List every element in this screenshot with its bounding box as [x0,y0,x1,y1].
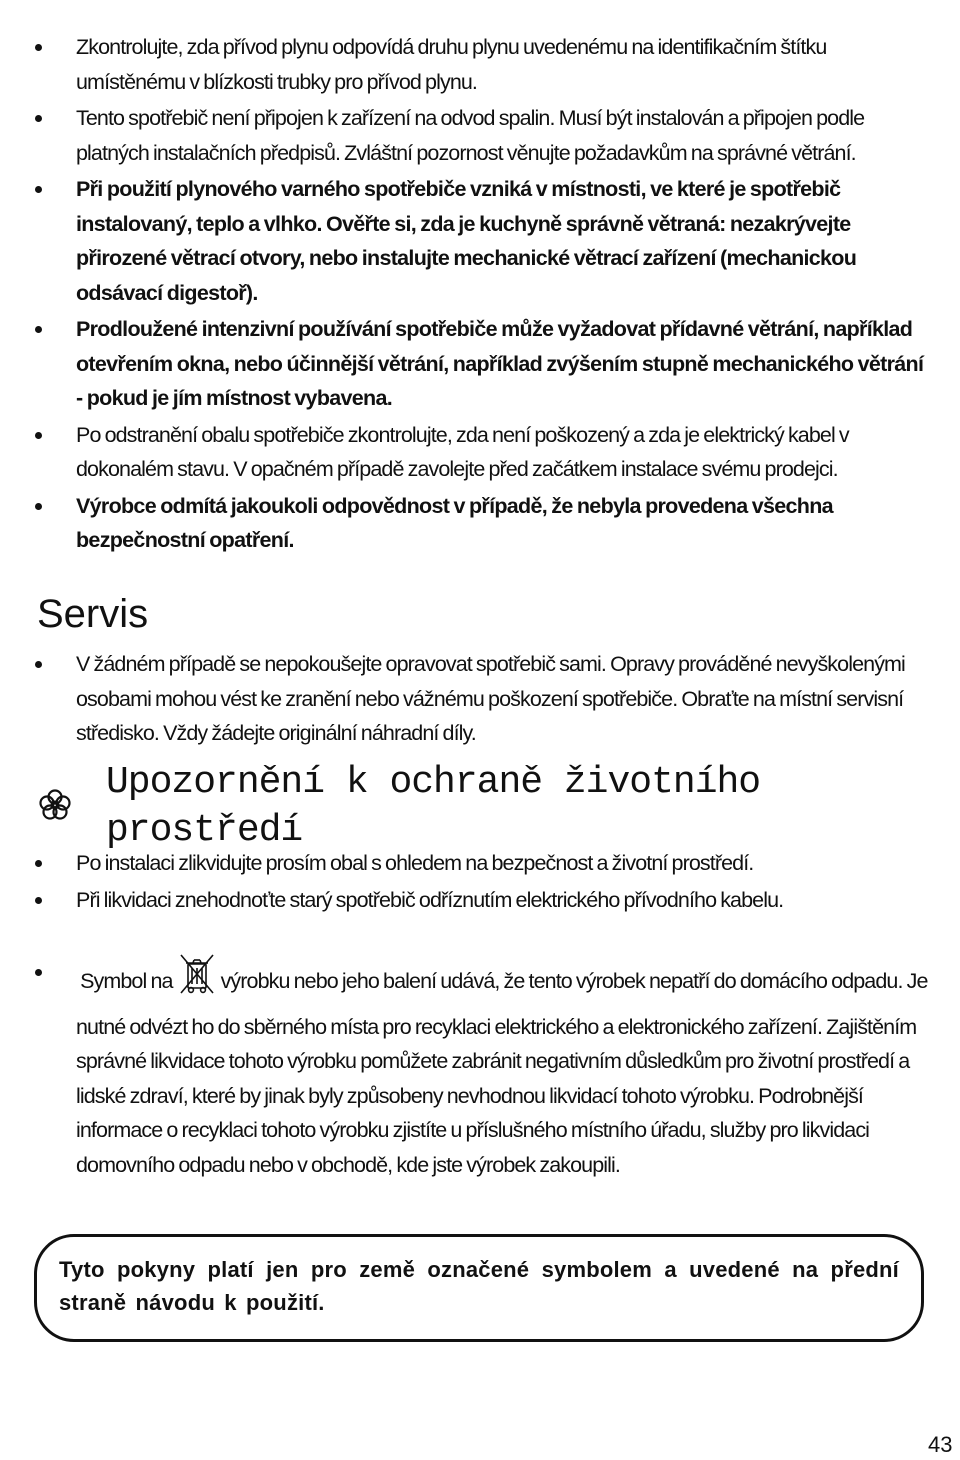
list-item-text: V žádném případě se nepokoušejte opravovat spotřebič sami. Opravy prováděné nevyškolenými osobami mohou vést ke zranění nebo vážnému poškození spotřebiče. Obraťte na místní servisní středisko. Vždy žádejte originální náhradní díly. [76,652,905,745]
notice-box: Tyto pokyny platí jen pro země označené symbolem a uvedené na přední straně návodu k použití. [34,1234,924,1342]
servis-heading: Servis [37,592,149,636]
list-item [0,647,960,751]
list-item-text: Při likvidaci znehodnoťte starý spotřebič odříznutím elektrického přívodního kabelu. [76,887,784,912]
bullet [35,897,42,904]
bullet [35,503,42,510]
weee-text: výrobku nebo jeho balení udává, že tento výrobek nepatří do domácího odpadu. Je nutné odvézt ho do sběrného místa pro recyklaci elektrického a elektronického zařízení. Zajištěním správné likvidace tohoto výrobku pomůžete zabránit negativním důsledkům pro životní prostředí a lidské zdraví, které by jinak byly způsobeny nevhodnou likvidací tohoto výrobku. Podrobnější informace o recyklaci tohoto výrobku zjistíte u příslušného místního úřadu, služby pro likvidaci domovního odpadu nebo v obchodě, kde jste výrobek zakoupili. [76,968,928,1177]
list-item [0,418,960,487]
environment-list [0,846,960,919]
bullet [35,326,42,333]
crossed-out-bin-icon [177,951,217,1006]
list-item-text: Tento spotřebič není připojen k zařízení na odvod spalin. Musí být instalován a připojen podle platných instalačních předpisů. Zvláštní pozornost věnujte požadavkům na správné větrání. [76,106,865,165]
list-item [0,101,960,170]
list-item-text: Výrobce odmítá jakoukoli odpovědnost v případě, že nebyla provedena všechna bezpečnostní opatření. [76,493,833,552]
bullet [35,432,42,439]
flower-icon [38,788,72,827]
bullet [35,969,42,976]
servis-list [0,647,960,753]
bullet [35,661,42,668]
list-item [0,172,960,310]
list-item-text: Zkontrolujte, zda přívod plynu odpovídá druhu plynu uvedenému na identifikačním štítku umístěnému v blízkosti trubky pro přívod plynu. [76,35,827,94]
page-number: 43 [928,1432,953,1457]
list-item [0,489,960,558]
list-item [0,846,960,881]
weee-prefix: Symbol na [80,968,173,993]
bullet [35,115,42,122]
list-item-text: Po odstranění obalu spotřebiče zkontrolujte, zda není poškozený a zda je elektrický kabel v dokonalém stavu. V opačném případě zavolejte před začátkem instalace svému prodejci. [76,422,849,481]
list-item-text: Při použití plynového varného spotřebiče vzniká v místnosti, ve které je spotřebič instalovaný, teplo a vlhko. Ověřte si, zda je kuchyně správně větraná: nezakrývejte přirozené větrací otvory, nebo instalujte mechanické větrací zařízení (mechanickou odsávací digestoř). [76,177,857,305]
bullet [35,44,42,51]
bullet [35,860,42,867]
environment-heading: Upozornění k ochraně životního prostředí [106,761,761,852]
list-item-text: Prodloužené intenzivní používání spotřebiče může vyžadovat přídavné větrání, například otevřením okna, nebo účinnější větrání, například zvýšením stupně mechanického větrání - pokud je jím místnost vybavena. [76,317,924,410]
bullet [35,186,42,193]
environment-heading-row [38,761,960,852]
list-item [0,312,960,416]
weee-list [0,955,960,1184]
list-item [0,955,960,1182]
list-item [0,30,960,99]
list-item-text: Po instalaci zlikvidujte prosím obal s ohledem na bezpečnost a životní prostředí. [76,851,754,875]
list-item [0,883,960,918]
intro-list [0,30,960,560]
